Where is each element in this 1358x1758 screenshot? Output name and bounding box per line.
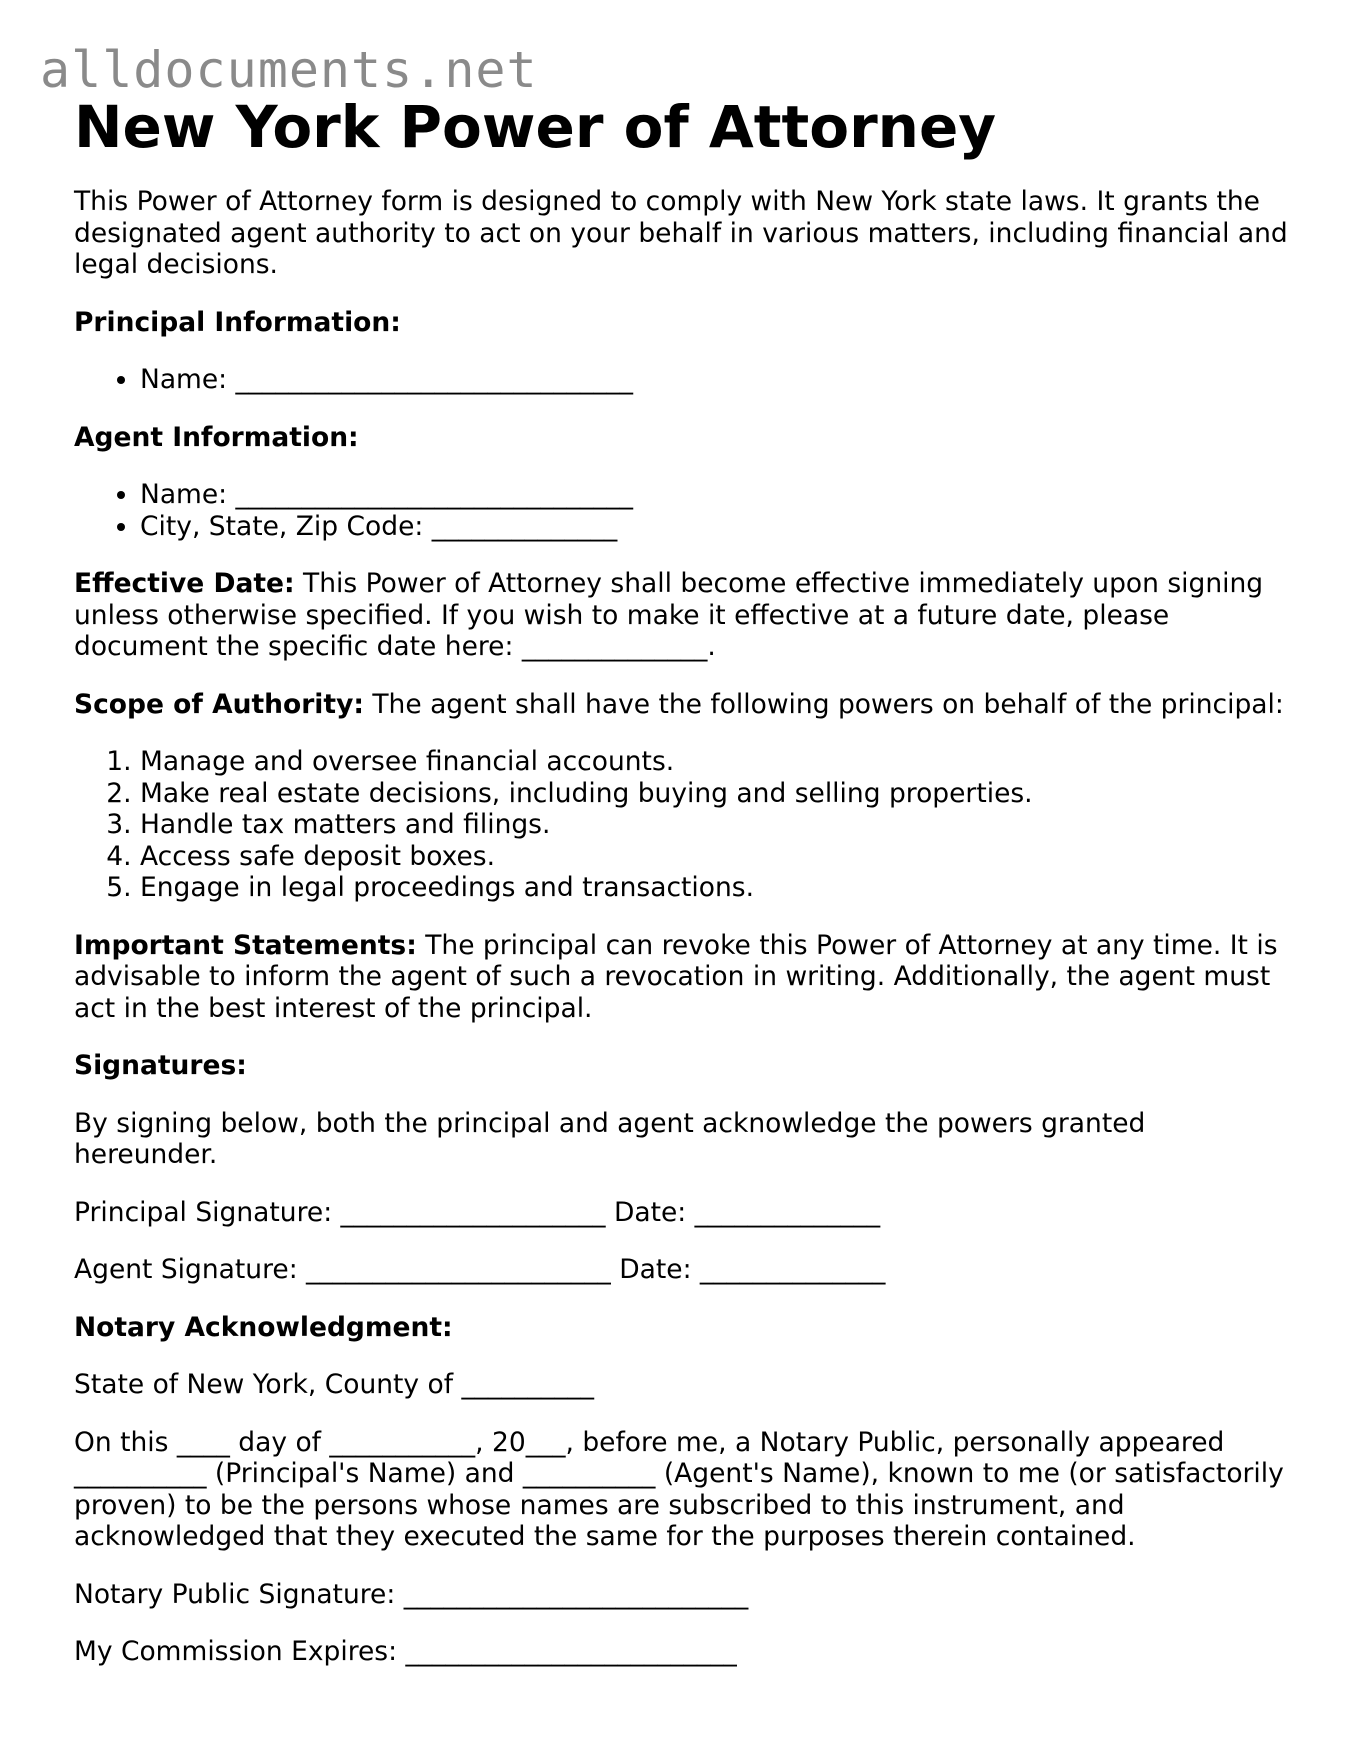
principal-heading bbox=[74, 307, 1294, 339]
scope-text: The agent shall have the following powers on behalf of the principal: bbox=[363, 688, 1284, 720]
important-label: Important Statements: bbox=[74, 929, 417, 961]
effective-date-label: Effective Date: bbox=[74, 568, 295, 599]
signatures-text: By signing below, both the principal and agent acknowledge the powers granted hereunder. bbox=[74, 1107, 1146, 1170]
agent-heading bbox=[74, 422, 1294, 454]
principal-heading-label: Principal Information: bbox=[74, 306, 401, 338]
important-paragraph bbox=[74, 930, 1294, 1025]
scope-paragraph bbox=[74, 689, 1294, 721]
signatures-heading bbox=[74, 1050, 1294, 1082]
principal-name-field: • Name: ______________________________ bbox=[140, 364, 1294, 396]
notary-heading bbox=[74, 1312, 1294, 1344]
notary-body: On this ____ day of ___________, 20___, before me, a Notary Public, personally appeared __________ (Principal's Name) and __________ (Agent's Name), known to me (or satisfactorily proven) to be the persons whose names are subscribed to this instrument, and acknowledged that they executed the same for the purposes therein contained. bbox=[74, 1426, 1284, 1552]
agent-heading-label: Agent Information: bbox=[74, 421, 359, 453]
agent-city-field: • City, State, Zip Code: ______________ bbox=[140, 511, 1294, 543]
important-text: The principal can revoke this Power of Attorney at any time. It is advisable to inform the agent of such a revocation in writing. Additionally, the agent must act in the best interest of the principal. bbox=[74, 929, 1278, 1024]
notary-state-line: State of New York, County of __________ bbox=[74, 1369, 594, 1400]
effective-date-paragraph bbox=[74, 568, 1294, 663]
scope-item: 5. Engage in legal proceedings and transactions. bbox=[140, 872, 1294, 904]
scope-item: 3. Handle tax matters and filings. bbox=[140, 809, 1294, 841]
intro-paragraph: This Power of Attorney form is designed to comply with New York state laws. It grants the designated agent authority to act on your behalf in various matters, including financial and legal decisions. bbox=[74, 186, 1288, 280]
scope-item: 1. Manage and oversee financial accounts. bbox=[140, 746, 1294, 778]
principal-signature-line: Principal Signature: ____________________ Date: ______________ bbox=[74, 1196, 881, 1228]
notary-signature-line: Notary Public Signature: __________________________ bbox=[74, 1578, 749, 1610]
notary-heading-label: Notary Acknowledgment: bbox=[74, 1311, 453, 1343]
agent-signature-line: Agent Signature: _______________________ Date: ______________ bbox=[74, 1254, 886, 1285]
agent-list bbox=[74, 479, 1294, 542]
notary-commission-line: My Commission Expires: _________________________ bbox=[74, 1636, 737, 1667]
page-title: New York Power of Attorney bbox=[74, 93, 997, 161]
agent-name-field: • Name: ______________________________ bbox=[140, 479, 1294, 511]
scope-list bbox=[74, 746, 1294, 904]
watermark-logo: alldocuments.net bbox=[40, 41, 538, 99]
effective-date-text: This Power of Attorney shall become effective immediately upon signing unless otherwise specified. If you wish to make it effective at a future date, please document the specific date here: ______________. bbox=[74, 568, 1264, 662]
scope-item: 4. Access safe deposit boxes. bbox=[140, 841, 1294, 873]
principal-list bbox=[74, 364, 1294, 396]
scope-label: Scope of Authority: bbox=[74, 688, 364, 720]
signatures-heading-label: Signatures: bbox=[74, 1050, 247, 1081]
document-page bbox=[74, 90, 1294, 1668]
scope-item: 2. Make real estate decisions, including buying and selling properties. bbox=[140, 778, 1294, 810]
